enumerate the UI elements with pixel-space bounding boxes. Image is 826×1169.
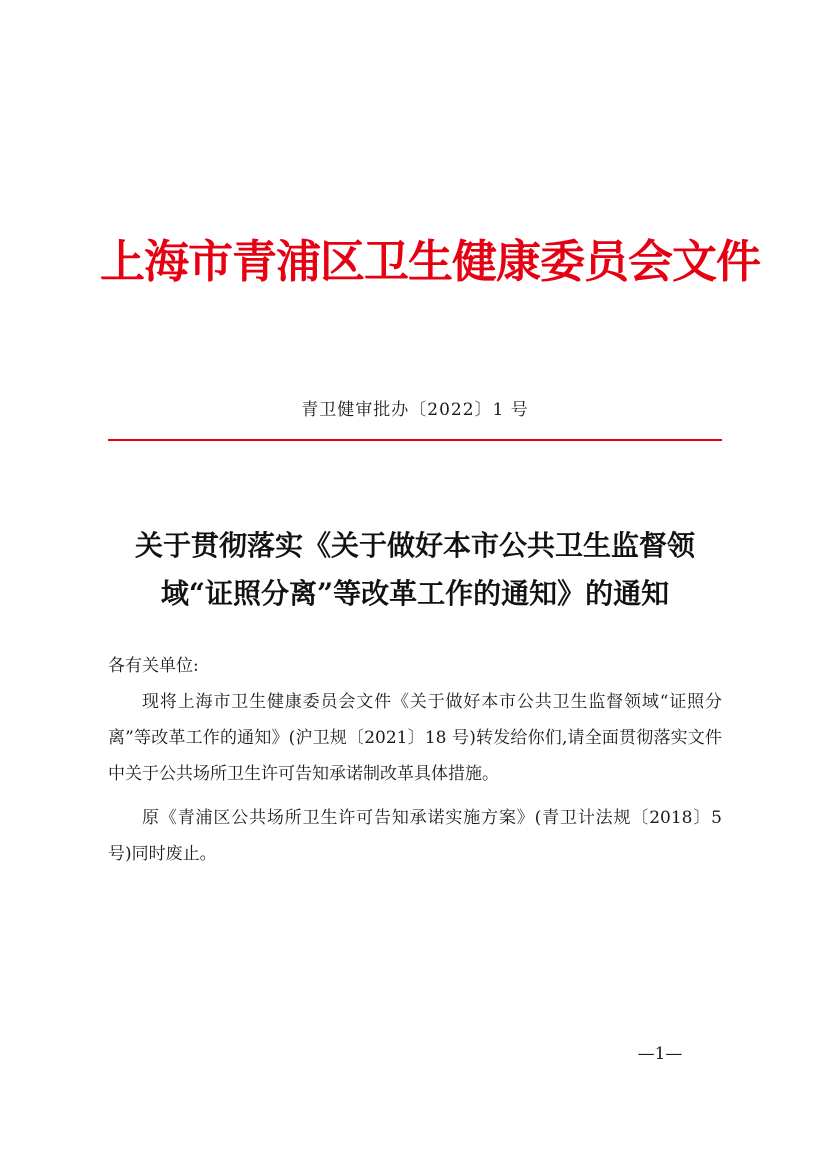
- title-line-1: 关于贯彻落实《关于做好本市公共卫生监督领: [134, 529, 695, 562]
- salutation: 各有关单位:: [108, 656, 199, 676]
- red-divider-line: [108, 439, 722, 441]
- title-line-2: 域“证照分离”等改革工作的通知》的通知: [160, 577, 670, 610]
- document-body: [108, 648, 722, 872]
- body-paragraph-1: 现将上海市卫生健康委员会文件《关于做好本市公共卫生监督领域“证照分离”等改革工作的通知》(沪卫规〔2021〕18 号)转发给你们,请全面贯彻落实文件中关于公共场所卫生许可告知承诺制改革具体措施。: [108, 692, 722, 784]
- issuer-header: 上海市青浦区卫生健康委员会文件: [100, 235, 761, 288]
- document-number: 青卫健审批办〔2022〕1 号: [301, 400, 529, 420]
- document-title: [108, 522, 722, 618]
- body-paragraph-2: 原《青浦区公共场所卫生许可告知承诺实施方案》(青卫计法规〔2018〕5 号)同时废止。: [108, 808, 722, 864]
- page-number: —1—: [637, 1044, 683, 1064]
